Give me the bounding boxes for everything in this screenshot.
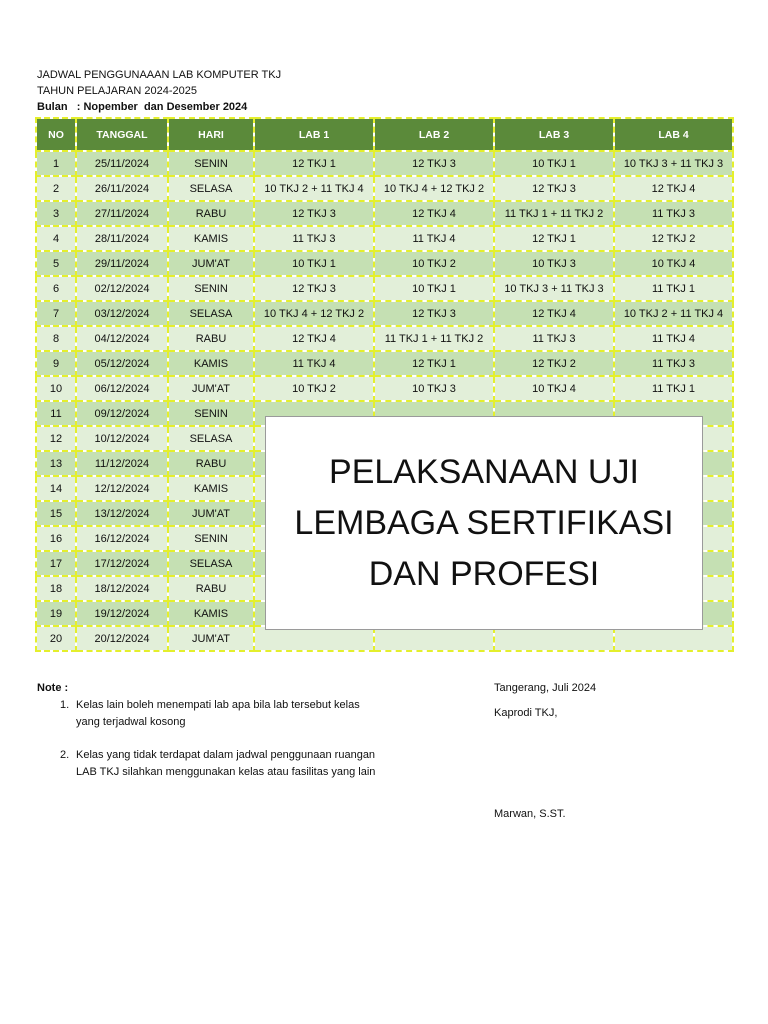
cell-tanggal: 04/12/2024: [76, 326, 168, 351]
cell-no: 17: [36, 551, 76, 576]
cell-lab-4: 11 TKJ 3: [614, 351, 733, 376]
cell-tanggal: 06/12/2024: [76, 376, 168, 401]
cell-lab-4: 10 TKJ 4: [614, 251, 733, 276]
cell-hari: SELASA: [168, 176, 254, 201]
table-row: [36, 226, 733, 251]
lsp-notice-text: [294, 447, 673, 600]
cell-hari: RABU: [168, 201, 254, 226]
cell-hari: KAMIS: [168, 476, 254, 501]
cell-lab-2: 12 TKJ 3: [374, 151, 494, 176]
note-item: [60, 747, 380, 781]
cell-lab-4: 10 TKJ 2 + 11 TKJ 4: [614, 301, 733, 326]
cell-tanggal: 13/12/2024: [76, 501, 168, 526]
cell-lab-4: 12 TKJ 4: [614, 176, 733, 201]
cell-lab-2: 12 TKJ 1: [374, 351, 494, 376]
cell-lab-1: 12 TKJ 3: [254, 276, 374, 301]
cell-hari: JUM'AT: [168, 251, 254, 276]
cell-tanggal: 05/12/2024: [76, 351, 168, 376]
cell-lab-2: 10 TKJ 3: [374, 376, 494, 401]
cell-lab-1: 12 TKJ 1: [254, 151, 374, 176]
cell-hari: RABU: [168, 576, 254, 601]
cell-tanggal: 10/12/2024: [76, 426, 168, 451]
cell-hari: JUM'AT: [168, 376, 254, 401]
table-row: [36, 326, 733, 351]
cell-lab-3: 12 TKJ 2: [494, 351, 614, 376]
cell-tanggal: 17/12/2024: [76, 551, 168, 576]
note-text: Kelas yang tidak terdapat dalam jadwal penggunaan ruangan LAB TKJ silahkan menggunakan kelas atau fasilitas yang lain: [76, 749, 376, 778]
cell-lab-1: 12 TKJ 3: [254, 201, 374, 226]
cell-no: 3: [36, 201, 76, 226]
cell-lab-4: 11 TKJ 3: [614, 201, 733, 226]
cell-lab-2: 10 TKJ 4 + 12 TKJ 2: [374, 176, 494, 201]
cell-no: 11: [36, 401, 76, 426]
cell-tanggal: 29/11/2024: [76, 251, 168, 276]
signature-name: Marwan, S.ST.: [494, 808, 566, 820]
cell-lab-1: 11 TKJ 3: [254, 226, 374, 251]
cell-lab-3: 10 TKJ 1: [494, 151, 614, 176]
cell-no: 15: [36, 501, 76, 526]
cell-no: 7: [36, 301, 76, 326]
cell-lab-1: 10 TKJ 2: [254, 376, 374, 401]
column-header-no: NO: [36, 118, 76, 151]
cell-hari: SENIN: [168, 526, 254, 551]
schedule-table-head: [36, 118, 733, 151]
cell-lab-4: 11 TKJ 1: [614, 276, 733, 301]
cell-tanggal: 26/11/2024: [76, 176, 168, 201]
cell-no: 8: [36, 326, 76, 351]
cell-lab-2: 12 TKJ 3: [374, 301, 494, 326]
cell-hari: SENIN: [168, 276, 254, 301]
cell-no: 13: [36, 451, 76, 476]
cell-hari: RABU: [168, 326, 254, 351]
cell-hari: SELASA: [168, 301, 254, 326]
cell-tanggal: 09/12/2024: [76, 401, 168, 426]
cell-hari: RABU: [168, 451, 254, 476]
cell-lab-1: 10 TKJ 2 + 11 TKJ 4: [254, 176, 374, 201]
cell-tanggal: 27/11/2024: [76, 201, 168, 226]
cell-hari: SENIN: [168, 401, 254, 426]
note-list: [60, 697, 380, 797]
lsp-notice-box: [265, 416, 703, 630]
note-number: 1.: [60, 699, 70, 711]
cell-hari: SELASA: [168, 426, 254, 451]
note-text: Kelas lain boleh menempati lab apa bila lab tersebut kelas yang terjadwal kosong: [76, 699, 360, 728]
lsp-notice-line-2: LEMBAGA SERTIFIKASI: [294, 503, 674, 542]
cell-lab-1: 12 TKJ 4: [254, 326, 374, 351]
cell-tanggal: 28/11/2024: [76, 226, 168, 251]
cell-lab-2: 10 TKJ 1: [374, 276, 494, 301]
cell-lab-4: 12 TKJ 2: [614, 226, 733, 251]
table-row: [36, 351, 733, 376]
column-header-lab-1: LAB 1: [254, 118, 374, 151]
header-school-year: TAHUN PELAJARAN 2024-2025: [37, 85, 197, 97]
cell-lab-3: 10 TKJ 4: [494, 376, 614, 401]
cell-hari: KAMIS: [168, 351, 254, 376]
cell-lab-4: 11 TKJ 1: [614, 376, 733, 401]
cell-tanggal: 25/11/2024: [76, 151, 168, 176]
cell-no: 1: [36, 151, 76, 176]
signature-role: Kaprodi TKJ,: [494, 707, 558, 719]
cell-no: 10: [36, 376, 76, 401]
cell-lab-2: 10 TKJ 2: [374, 251, 494, 276]
column-header-lab-2: LAB 2: [374, 118, 494, 151]
cell-lab-1: 10 TKJ 4 + 12 TKJ 2: [254, 301, 374, 326]
table-row: [36, 301, 733, 326]
cell-hari: KAMIS: [168, 226, 254, 251]
cell-lab-3: 12 TKJ 3: [494, 176, 614, 201]
cell-lab-2: 12 TKJ 4: [374, 201, 494, 226]
cell-no: 12: [36, 426, 76, 451]
cell-lab-3: 10 TKJ 3 + 11 TKJ 3: [494, 276, 614, 301]
header-month: Bulan : Nopember dan Desember 2024: [37, 101, 248, 113]
cell-no: 19: [36, 601, 76, 626]
cell-lab-3: 12 TKJ 1: [494, 226, 614, 251]
cell-hari: KAMIS: [168, 601, 254, 626]
cell-no: 16: [36, 526, 76, 551]
cell-no: 9: [36, 351, 76, 376]
cell-no: 6: [36, 276, 76, 301]
cell-tanggal: 18/12/2024: [76, 576, 168, 601]
header-title: JADWAL PENGGUNAAAN LAB KOMPUTER TKJ: [37, 69, 282, 81]
column-header-tanggal: TANGGAL: [76, 118, 168, 151]
cell-hari: JUM'AT: [168, 501, 254, 526]
cell-no: 14: [36, 476, 76, 501]
document-header: [37, 67, 281, 115]
cell-lab-3: 10 TKJ 3: [494, 251, 614, 276]
table-row: [36, 251, 733, 276]
cell-lab-3: 12 TKJ 4: [494, 301, 614, 326]
column-header-hari: HARI: [168, 118, 254, 151]
cell-lab-2: 11 TKJ 1 + 11 TKJ 2: [374, 326, 494, 351]
cell-no: 5: [36, 251, 76, 276]
table-row: [36, 276, 733, 301]
cell-lab-3: 11 TKJ 1 + 11 TKJ 2: [494, 201, 614, 226]
cell-lab-2: 11 TKJ 4: [374, 226, 494, 251]
cell-tanggal: 19/12/2024: [76, 601, 168, 626]
header-row: [36, 118, 733, 151]
cell-no: 18: [36, 576, 76, 601]
cell-lab-3: 11 TKJ 3: [494, 326, 614, 351]
cell-tanggal: 02/12/2024: [76, 276, 168, 301]
table-row: [36, 376, 733, 401]
cell-tanggal: 16/12/2024: [76, 526, 168, 551]
signature-place-date: Tangerang, Juli 2024: [494, 682, 597, 694]
note-item: [60, 697, 380, 731]
cell-hari: JUM'AT: [168, 626, 254, 651]
cell-no: 20: [36, 626, 76, 651]
column-header-lab-4: LAB 4: [614, 118, 733, 151]
note-number: 2.: [60, 749, 70, 761]
cell-tanggal: 12/12/2024: [76, 476, 168, 501]
cell-lab-1: 10 TKJ 1: [254, 251, 374, 276]
cell-no: 2: [36, 176, 76, 201]
cell-hari: SELASA: [168, 551, 254, 576]
table-row: [36, 201, 733, 226]
cell-lab-4: 10 TKJ 3 + 11 TKJ 3: [614, 151, 733, 176]
lsp-notice-line-1: PELAKSANAAN UJI: [329, 452, 639, 491]
cell-tanggal: 20/12/2024: [76, 626, 168, 651]
lsp-notice-line-3: DAN PROFESI: [368, 554, 600, 593]
table-row: [36, 151, 733, 176]
column-header-lab-3: LAB 3: [494, 118, 614, 151]
cell-tanggal: 03/12/2024: [76, 301, 168, 326]
table-row: [36, 176, 733, 201]
cell-lab-1: 11 TKJ 4: [254, 351, 374, 376]
note-title: Note :: [37, 682, 69, 694]
cell-hari: SENIN: [168, 151, 254, 176]
cell-no: 4: [36, 226, 76, 251]
cell-lab-4: 11 TKJ 4: [614, 326, 733, 351]
cell-tanggal: 11/12/2024: [76, 451, 168, 476]
